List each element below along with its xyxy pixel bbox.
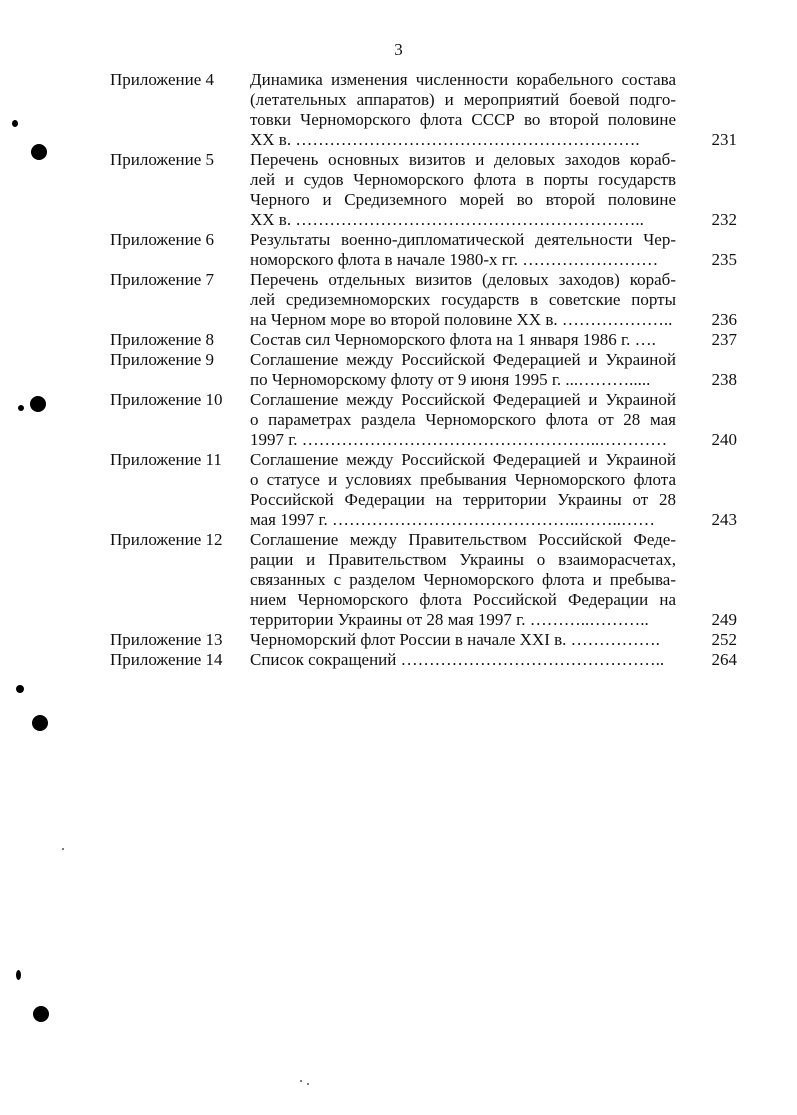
scan-hole-mark [16,685,24,693]
toc-entry-title [250,450,676,530]
toc-entry-title-line: товки Черноморского флота СССР во второй половине [250,110,676,129]
toc-entry-title-line: нием Черноморского флота Российской Федерации на [250,590,676,609]
toc-entry-title [250,230,676,270]
table-of-contents [0,70,797,670]
scan-hole-mark [32,715,48,731]
scan-speck [300,1080,302,1082]
toc-entry-label: Приложение 12 [110,530,223,549]
toc-entry-title-line: лей и судов Черноморского флота в порты государств [250,170,676,189]
toc-entry-title [250,390,676,450]
toc-entry-label: Приложение 5 [110,150,214,169]
toc-entry-title-line: Черного и Средиземного морей во второй половине [250,190,676,209]
toc-entry-label: Приложение 9 [110,350,214,369]
scan-hole-mark [31,144,47,160]
toc-entry-title [250,530,676,630]
toc-entry-page: 232 [711,210,737,229]
toc-entry [0,230,797,270]
toc-entry-title-line: Перечень отдельных визитов (деловых заходов) кораб- [250,270,676,289]
toc-entry-title-line: о параметрах раздела Черноморского флота от 28 мая [250,410,676,429]
toc-entry-label: Приложение 11 [110,450,222,469]
toc-entry-page: 240 [711,430,737,449]
toc-entry [0,270,797,330]
toc-entry [0,150,797,230]
toc-entry [0,630,797,650]
toc-entry-label: Приложение 4 [110,70,214,89]
toc-entry-title [250,330,676,350]
toc-entry-page: 249 [711,610,737,629]
toc-entry-title-line: рации и Правительством Украины о взаиморасчетах, [250,550,676,569]
toc-entry [0,350,797,390]
scan-hole-mark [30,396,46,412]
toc-entry-title-line: Соглашение между Российской Федерацией и Украиной [250,450,676,469]
toc-entry-title-line: 1997 г. ……………………………………………..………… [250,430,668,449]
toc-entry-title [250,270,676,330]
toc-entry-title-line: XX в. ……………………………………………………. [250,130,640,149]
toc-entry-title-line: Соглашение между Российской Федерацией и Украиной [250,390,676,409]
toc-entry [0,330,797,350]
toc-entry-title [250,650,676,670]
toc-entry-title-line: лей средиземноморских государств в советские порты [250,290,676,309]
toc-entry-title-line: XX в. …………………………………………………….. [250,210,644,229]
toc-entry-title-line: номорского флота в начале 1980-х гг. …………………… [250,250,659,269]
toc-entry [0,450,797,530]
scan-hole-mark [12,120,18,127]
toc-entry-page: 236 [711,310,737,329]
toc-entry [0,530,797,630]
toc-entry-title [250,350,676,390]
toc-entry-title-line: связанных с разделом Черноморского флота и пребыва- [250,570,676,589]
scan-hole-mark [18,405,24,411]
toc-entry-title-line: мая 1997 г. ……………………………………..……..…… [250,510,656,529]
toc-entry-page: 235 [711,250,737,269]
toc-entry [0,390,797,450]
toc-entry-page: 243 [711,510,737,529]
toc-entry-title-line: по Черноморскому флоту от 9 июня 1995 г. ...………..... [250,370,651,389]
toc-entry-title [250,70,676,150]
toc-entry-title-line: Соглашение между Российской Федерацией и Украиной [250,350,676,369]
scan-hole-mark [33,1006,49,1022]
scan-speck [307,1083,309,1085]
toc-entry-label: Приложение 10 [110,390,223,409]
toc-entry-title-line: Российской Федерации на территории Украины от 28 [250,490,676,509]
toc-entry-label: Приложение 8 [110,330,214,349]
toc-entry-page: 238 [711,370,737,389]
toc-entry-title-line: о статусе и условиях пребывания Черноморского флота [250,470,676,489]
toc-entry-title-line: Перечень основных визитов и деловых заходов кораб- [250,150,676,169]
toc-entry-page: 237 [711,330,737,349]
scan-speck [62,848,64,850]
toc-entry-title-line: Соглашение между Правительством Российской Феде- [250,530,676,549]
toc-entry-page: 264 [711,650,737,669]
toc-entry-title-line: Состав сил Черноморского флота на 1 января 1986 г. …. [250,330,656,349]
toc-entry-label: Приложение 7 [110,270,214,289]
toc-entry-title-line: Динамика изменения численности корабельного состава [250,70,676,89]
toc-entry-label: Приложение 14 [110,650,223,669]
toc-entry-page: 252 [711,630,737,649]
toc-entry-title-line: на Черном море во второй половине XX в. ……………….. [250,310,673,329]
toc-entry-title-line: территории Украины от 28 мая 1997 г. ………..……….. [250,610,649,629]
toc-entry-title-line: Черноморский флот России в начале XXI в. ……………. [250,630,660,649]
toc-entry-label: Приложение 6 [110,230,214,249]
toc-entry-label: Приложение 13 [110,630,223,649]
toc-entry [0,650,797,670]
toc-entry-title-line: (летательных аппаратов) и мероприятий боевой подго- [250,90,676,109]
toc-entry-title-line: Список сокращений ……………………………………….. [250,650,665,669]
toc-entry-title [250,150,676,230]
scan-hole-mark [16,970,21,980]
toc-entry-title-line: Результаты военно-дипломатической деятельности Чер- [250,230,676,249]
toc-entry [0,70,797,150]
toc-entry-page: 231 [711,130,737,149]
toc-entry-title [250,630,676,650]
page-number: 3 [394,40,403,59]
